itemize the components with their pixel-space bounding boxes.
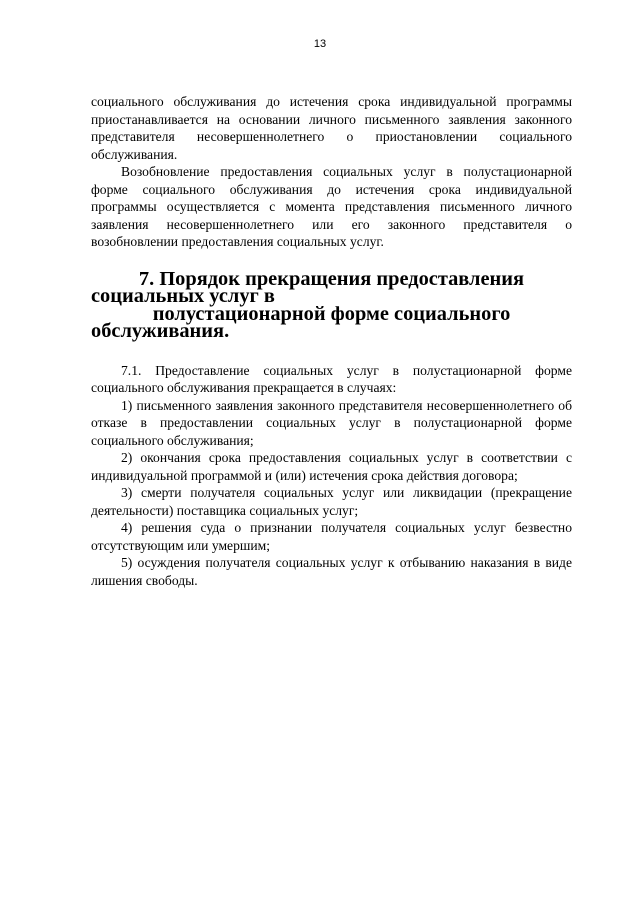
section-heading — [91, 267, 572, 342]
page-number: 13 — [313, 38, 327, 50]
list-item: 2) окончания срока предоставления социальных услуг в соответствии с индивидуальной программой и (или) истечения срока действия договора; — [91, 450, 572, 483]
section-intro: 7.1. Предоставление социальных услуг в полустационарной форме социального обслуживания прекращается в случаях: — [91, 362, 572, 395]
document-body — [91, 93, 572, 589]
list-item: 3) смерти получателя социальных услуг или ликвидации (прекращение деятельности) поставщика социальных услуг; — [91, 485, 572, 518]
list-item: 5) осуждения получателя социальных услуг к отбыванию наказания в виде лишения свободы. — [91, 555, 572, 588]
paragraph-suspension-continued: социального обслуживания до истечения срока индивидуальной программы приостанавливается на основании личного письменного заявления законного представителя несовершеннолетнего о приостановлении социального обслуживания. — [91, 94, 572, 162]
list-item: 1) письменного заявления законного представителя несовершеннолетнего об отказе в предоставлении социальных услуг в полустационарной форме социального обслуживания; — [91, 397, 572, 448]
list-item: 4) решения суда о признании получателя социальных услуг безвестно отсутствующим или умершим; — [91, 520, 572, 553]
section-heading-line-1: 7. Порядок прекращения предоставления социальных услуг в — [91, 267, 525, 307]
paragraph-resumption: Возобновление предоставления социальных услуг в полустационарной форме социального обслуживания до истечения срока индивидуальной программы осуществляется с момента представления письменного личного заявления несовершеннолетнего или его законного представителя о возобновлении предоставления социальных услуг. — [91, 164, 572, 249]
section-heading-line-2: полустационарной форме социального обслуживания. — [91, 302, 511, 342]
